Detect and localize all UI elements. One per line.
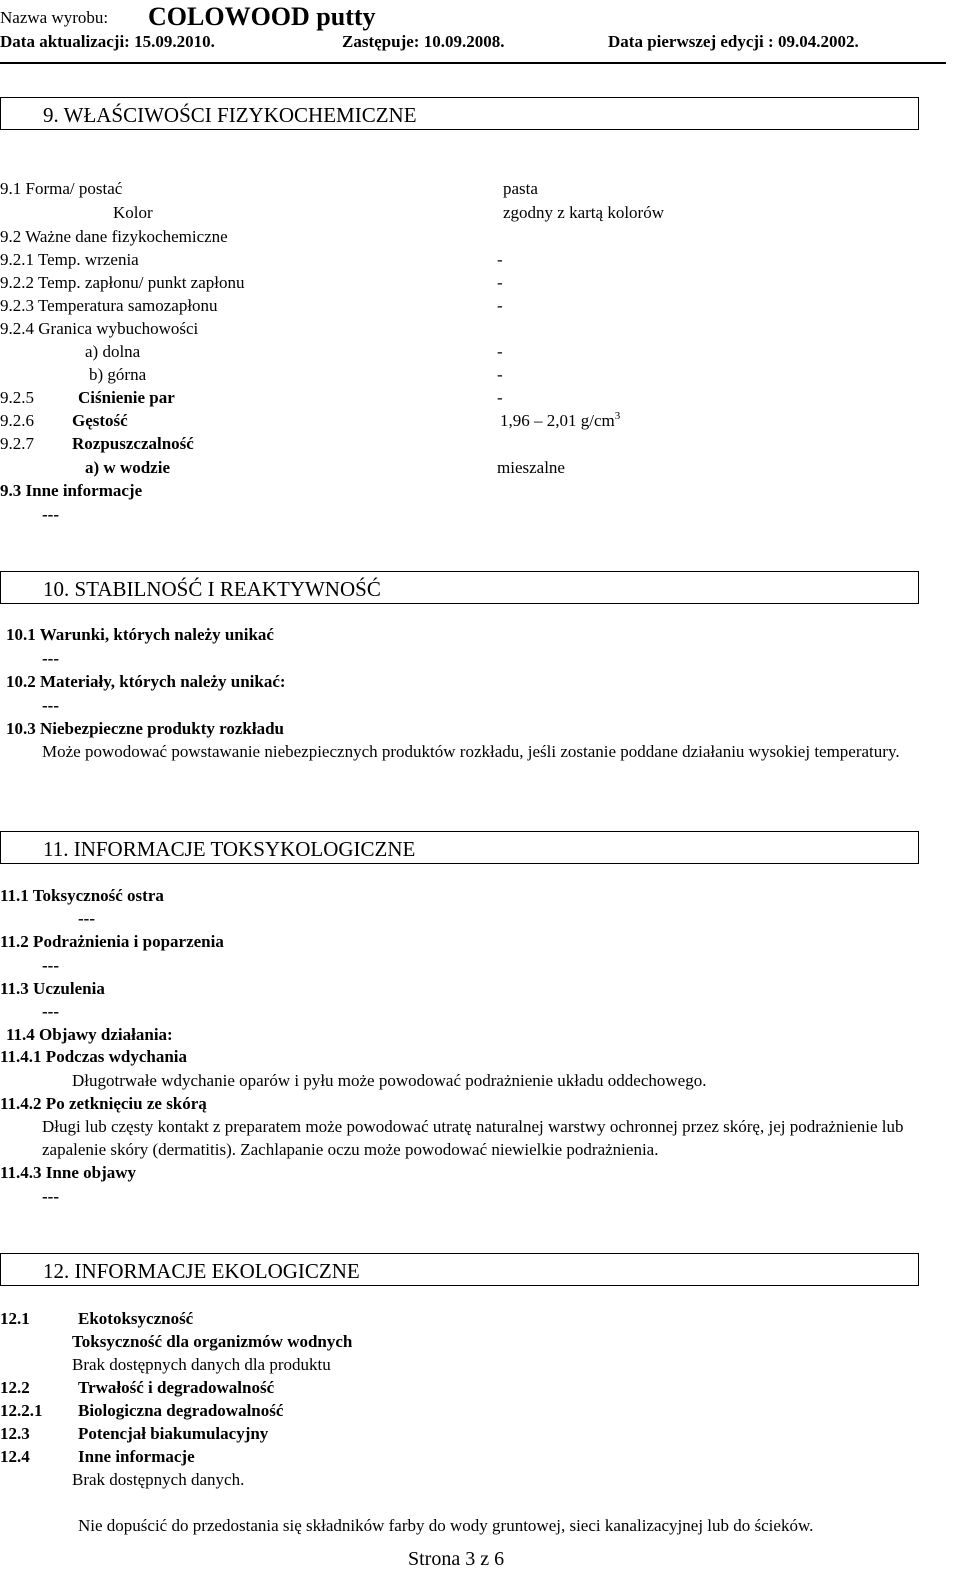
s11-skin-text: Długi lub częsty kontakt z preparatem może powodować utratę naturalnej warstwy ochronnej przez skórę, jej podrażnienie lub zapalenie skóry (dermatitis). Zachlapanie oczu może powodować niewielkie podrażnienia. (42, 1117, 904, 1159)
s11-other-label: 11.4.3 Inne objawy (0, 1163, 137, 1182)
s12-biodeg-num: 12.2.1 (0, 1401, 43, 1420)
product-name: COLOWOOD putty (148, 2, 376, 31)
s9-density-sup: 3 (614, 410, 621, 422)
s9-autoignition-label: 9.2.3 Temperatura samozapłonu (0, 296, 218, 315)
section-11-title-box (0, 831, 919, 864)
product-label: Nazwa wyrobu: (0, 8, 109, 27)
s9-lower-value: - (497, 342, 503, 361)
s11-irritation-value: --- (42, 956, 59, 975)
s9-other-value: --- (42, 505, 59, 524)
s9-density-value: 1,96 – 2,01 $g/cm^3$ (500, 410, 621, 430)
s9-solubility-label: Rozpuszczalność (72, 434, 194, 453)
s9-water-value: mieszalne (497, 458, 565, 477)
s12-aquatic-text: Brak dostępnych danych dla produktu (72, 1355, 331, 1374)
s9-solubility-num: 9.2.7 (0, 434, 34, 453)
s9-density-num: 9.2.6 (0, 411, 34, 430)
s11-acute-label: 11.1 Toksyczność ostra (0, 886, 164, 905)
header-rule (0, 62, 946, 64)
section-12-title-box (0, 1253, 919, 1286)
s9-color-label: Kolor (113, 203, 153, 222)
s12-bioacc-label: Potencjał biakumulacyjny (78, 1424, 269, 1443)
s10-materials-label: 10.2 Materiały, których należy unikać: (6, 672, 286, 691)
s12-other-label: Inne informacje (78, 1447, 195, 1466)
s9-lower-label: a) dolna (85, 342, 141, 361)
s10-decomposition-text: Może powodować powstawanie niebezpiecznych produktów rozkładu, jeśli zostanie poddane działaniu wysokiej temperatury. (42, 742, 900, 761)
s9-autoignition-value: - (497, 296, 503, 315)
s12-aquatic-label: Toksyczność dla organizmów wodnych (72, 1332, 353, 1351)
s11-inhalation-text: Długotrwałe wdychanie oparów i pyłu może powodować podrażnienie układu oddechowego. (72, 1071, 707, 1090)
s10-conditions-value: --- (42, 649, 59, 668)
s11-inhalation-label: 11.4.1 Podczas wdychania (0, 1047, 188, 1066)
s9-flash-value: - (497, 273, 503, 292)
s10-decomposition-label: 10.3 Niebezpieczne produkty rozkładu (6, 719, 284, 738)
s9-important-data: 9.2 Ważne dane fizykochemiczne (0, 227, 228, 246)
s9-explosion-label: 9.2.4 Granica wybuchowości (0, 319, 199, 338)
first-edition-date: Data pierwszej edycji : 09.04.2002. (608, 32, 859, 51)
section-9-title-box (0, 97, 919, 130)
page-number: Strona 3 z 6 (408, 1548, 505, 1570)
section-11-title: 11. INFORMACJE TOKSYKOLOGICZNE (43, 837, 416, 861)
section-9-title: 9. WŁAŚCIWOŚCI FIZYKOCHEMICZNE (43, 103, 417, 127)
s12-note: Nie dopuścić do przedostania się składników farby do wody gruntowej, sieci kanalizacyjnej lub do ścieków. (78, 1516, 814, 1535)
s12-other-text: Brak dostępnych danych. (72, 1470, 245, 1489)
s11-skin-label: 11.4.2 Po zetknięciu ze skórą (0, 1094, 207, 1113)
s12-biodeg-label: Biologiczna degradowalność (78, 1401, 284, 1420)
s12-ecotox-label: Ekotoksyczność (78, 1309, 194, 1328)
s12-persistence-num: 12.2 (0, 1378, 30, 1397)
update-date: Data aktualizacji: 15.09.2010. (0, 32, 215, 51)
s12-other-num: 12.4 (0, 1447, 30, 1466)
s9-boiling-label: 9.2.1 Temp. wrzenia (0, 250, 139, 269)
s9-upper-value: - (497, 365, 503, 384)
s12-ecotox-num: 12.1 (0, 1309, 30, 1328)
s12-persistence-label: Trwałość i degradowalność (78, 1378, 275, 1397)
section-10-title: 10. STABILNOŚĆ I REAKTYWNOŚĆ (43, 577, 381, 601)
s9-vapor-num: 9.2.5 (0, 388, 34, 407)
s9-form-value: pasta (503, 179, 538, 198)
replaces-date: Zastępuje: 10.09.2008. (342, 32, 505, 51)
s10-materials-value: --- (42, 696, 59, 715)
s9-form-label: 9.1 Forma/ postać (0, 179, 123, 198)
s9-water-label: a) w wodzie (85, 458, 170, 477)
s10-conditions-label: 10.1 Warunki, których należy unikać (6, 625, 274, 644)
s11-other-value: --- (42, 1187, 59, 1206)
s9-boiling-value: - (497, 250, 503, 269)
s11-symptoms-label: 11.4 Objawy działania: (6, 1025, 173, 1044)
s9-density-label: Gęstość (72, 411, 128, 430)
section-10-title-box (0, 571, 919, 604)
s11-sensitization-value: --- (42, 1002, 59, 1021)
s9-color-value: zgodny z kartą kolorów (503, 203, 664, 222)
section-12-title: 12. INFORMACJE EKOLOGICZNE (43, 1259, 360, 1283)
s9-flash-label: 9.2.2 Temp. zapłonu/ punkt zapłonu (0, 273, 245, 292)
s11-irritation-label: 11.2 Podrażnienia i poparzenia (0, 932, 224, 951)
s9-upper-label: b) górna (89, 365, 147, 384)
s9-other-label: 9.3 Inne informacje (0, 481, 143, 500)
s11-sensitization-label: 11.3 Uczulenia (0, 979, 105, 998)
s11-acute-value: --- (78, 909, 95, 928)
s12-bioacc-num: 12.3 (0, 1424, 30, 1443)
s9-vapor-label: Ciśnienie par (78, 388, 175, 407)
s9-vapor-value: - (497, 388, 503, 407)
